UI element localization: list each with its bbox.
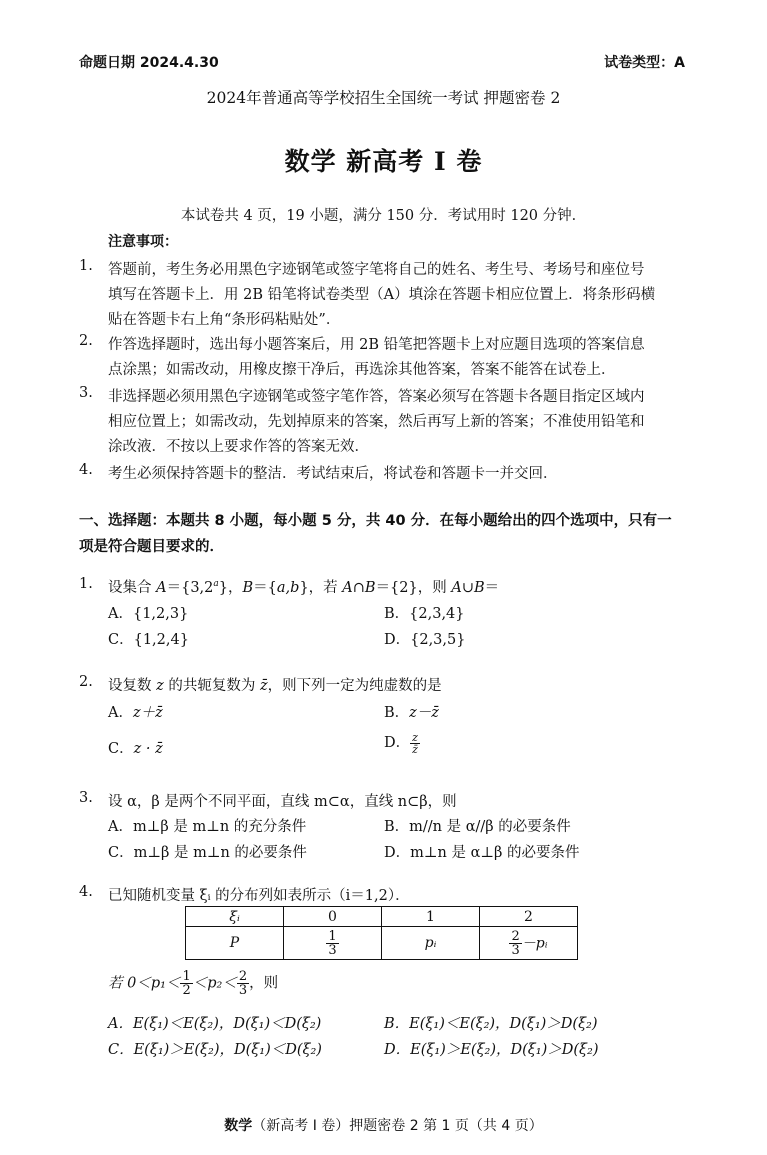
page-footer	[0, 1115, 767, 1135]
note-line: 考生必须保持答题卡的整洁．考试结束后，将试卷和答题卡一并交回．	[108, 466, 558, 482]
option-d: D．{2,3,5}	[384, 632, 466, 648]
question-stem	[108, 576, 499, 597]
stem-text: 的共轭复数为	[163, 678, 260, 694]
fraction-numerator: 2	[238, 969, 248, 984]
var-z: z	[156, 678, 164, 694]
note-line: 点涂黑；如需改动，用橡皮擦干净后，再选涂其他答案，答案不能答在试卷上．	[108, 362, 616, 378]
stem-text: ＝{3,2	[166, 580, 214, 596]
intro-text: 本试卷共 4 页，19 小题，满分 150 分．考试用时 120 分钟．	[180, 208, 587, 224]
section-heading: 一、选择题：本题共 8 小题，每小题 5 分，共 40 分．在每小题给出的四个选项中，只有一	[79, 513, 672, 529]
cond-text: ＜p₂＜	[192, 975, 237, 992]
option-d: D．m⊥n 是 α⊥β 的必要条件	[384, 845, 580, 861]
option-a: A．{1,2,3}	[108, 606, 189, 622]
option-b: B．m//n 是 α//β 的必要条件	[384, 819, 571, 835]
exam-date: 命题日期 2024.4.30	[79, 55, 219, 71]
note-line: 非选择题必须用黑色字迹钢笔或签字笔作答，答案必须写在答题卡各题目指定区域内	[108, 389, 645, 405]
fraction	[180, 970, 192, 997]
question-stem: 设 α，β 是两个不同平面，直线 m⊂α，直线 n⊂β，则	[108, 794, 457, 810]
option-c	[108, 737, 163, 758]
note-line: 填写在答题卡上．用 2B 铅笔将试卷类型（A）填涂在答题卡相应位置上．将条形码横	[108, 287, 656, 303]
fraction-numerator: 2	[511, 928, 520, 944]
subject-title: 数学 新高考 I 卷	[284, 147, 483, 176]
distribution-table	[185, 906, 578, 960]
fraction	[410, 732, 420, 755]
fraction	[509, 930, 521, 957]
question-number: 2.	[79, 674, 93, 690]
option-b	[384, 701, 439, 722]
table-cell: 0	[284, 907, 382, 927]
union: A∪B	[451, 580, 485, 596]
note-line: 作答选择题时，选出每小题答案后，用 2B 铅笔把答题卡上对应题目选项的答案信息	[108, 337, 645, 353]
stem-text: ，则下列一定为纯虚数的是	[267, 678, 442, 694]
table-cell: 2	[480, 907, 578, 927]
fraction-denominator: 3	[328, 942, 337, 958]
option-c: C．{1,2,4}	[108, 632, 189, 648]
question-stem: 已知随机变量 ξᵢ 的分布列如表所示（i＝1,2）．	[108, 888, 410, 904]
fraction	[237, 970, 249, 997]
table-row	[186, 927, 578, 960]
fraction-numerator: 1	[328, 928, 337, 944]
set-elements: a,b	[276, 580, 300, 596]
note-line: 涂改液．不按以上要求作答的答案无效．	[108, 439, 369, 455]
stem-text: ＝{2}，则	[375, 580, 452, 596]
var-A: A	[156, 580, 167, 596]
option-expr: z＋z̄	[132, 705, 163, 721]
section-heading-cont: 项是符合题目要求的．	[79, 539, 224, 555]
stem-text: ＝{	[253, 580, 277, 596]
option-label: B．	[384, 705, 410, 721]
cond-text: ，则	[249, 975, 279, 992]
option-a: A．E(ξ₁)＜E(ξ₂)，D(ξ₁)＜D(ξ₂)	[108, 1016, 322, 1032]
intersection: A∩B	[342, 580, 376, 596]
stem-text: 设集合	[108, 580, 157, 596]
var-B: B	[242, 580, 254, 596]
fraction-numerator: z	[412, 730, 418, 744]
option-d	[384, 731, 420, 755]
table-cell: P	[186, 927, 284, 960]
option-a	[108, 701, 163, 722]
stem-text: ＝	[484, 580, 500, 596]
paper-type: 试卷类型：A	[604, 55, 685, 71]
option-d: D．E(ξ₁)＞E(ξ₂)，D(ξ₁)＞D(ξ₂)	[384, 1042, 599, 1058]
table-row	[186, 907, 578, 927]
option-label: C．	[108, 741, 134, 757]
note-line: 答题前，考生务必用黑色字迹钢笔或签字笔将自己的姓名、考生号、考场号和座位号	[108, 262, 645, 278]
note-number: 1.	[79, 258, 93, 274]
exponent: a	[213, 579, 219, 590]
question-number: 3.	[79, 790, 93, 806]
stem-text: }，	[218, 580, 243, 596]
fraction	[326, 930, 338, 957]
option-b: B．{2,3,4}	[384, 606, 465, 622]
option-c: C．m⊥β 是 m⊥n 的必要条件	[108, 845, 307, 861]
notes-heading: 注意事项：	[108, 234, 178, 250]
option-expr: z · z̄	[133, 741, 163, 757]
note-line: 相应位置上；如需改动，先划掉原来的答案，然后再写上新的答案；不准使用铅笔和	[108, 414, 645, 430]
table-cell	[480, 927, 578, 960]
note-number: 4.	[79, 462, 93, 478]
option-label: A．	[108, 705, 133, 721]
fraction-denominator: 3	[238, 983, 248, 998]
question-stem	[108, 674, 442, 695]
exam-title: 2024年普通高等学校招生全国统一考试 押题密卷 2	[206, 89, 561, 107]
note-number: 3.	[79, 385, 93, 401]
stem-text: }，若	[299, 580, 343, 596]
option-a: A．m⊥β 是 m⊥n 的充分条件	[108, 819, 307, 835]
table-cell	[284, 927, 382, 960]
cond-text: 若 0＜p₁＜	[108, 975, 181, 992]
option-b: B．E(ξ₁)＜E(ξ₂)，D(ξ₁)＞D(ξ₂)	[384, 1016, 598, 1032]
table-cell: 1	[382, 907, 480, 927]
fraction-denominator: 2	[182, 983, 191, 998]
question-number: 4.	[79, 884, 93, 900]
table-cell: ξᵢ	[186, 907, 284, 927]
option-label: D．	[384, 735, 411, 751]
option-c: C．E(ξ₁)＞E(ξ₂)，D(ξ₁)＜D(ξ₂)	[108, 1042, 322, 1058]
table-cell: pᵢ	[382, 927, 480, 960]
fraction-denominator: z̄	[412, 742, 418, 756]
note-number: 2.	[79, 333, 93, 349]
fraction-denominator: 3	[511, 942, 520, 958]
fraction-numerator: 1	[182, 969, 191, 984]
footer-subject: 数学	[224, 1118, 253, 1134]
note-line: 贴在答题卡右上角“条形码粘贴处”．	[108, 312, 341, 328]
cell-text: －pᵢ	[521, 935, 548, 951]
option-expr: z－z̄	[409, 705, 439, 721]
stem-text: 设复数	[108, 678, 157, 694]
question-number: 1.	[79, 576, 93, 592]
footer-text: （新高考 I 卷）押题密卷 2 第 1 页（共 4 页）	[252, 1118, 543, 1134]
var-zbar: z̄	[259, 678, 268, 694]
question-condition	[108, 970, 278, 997]
